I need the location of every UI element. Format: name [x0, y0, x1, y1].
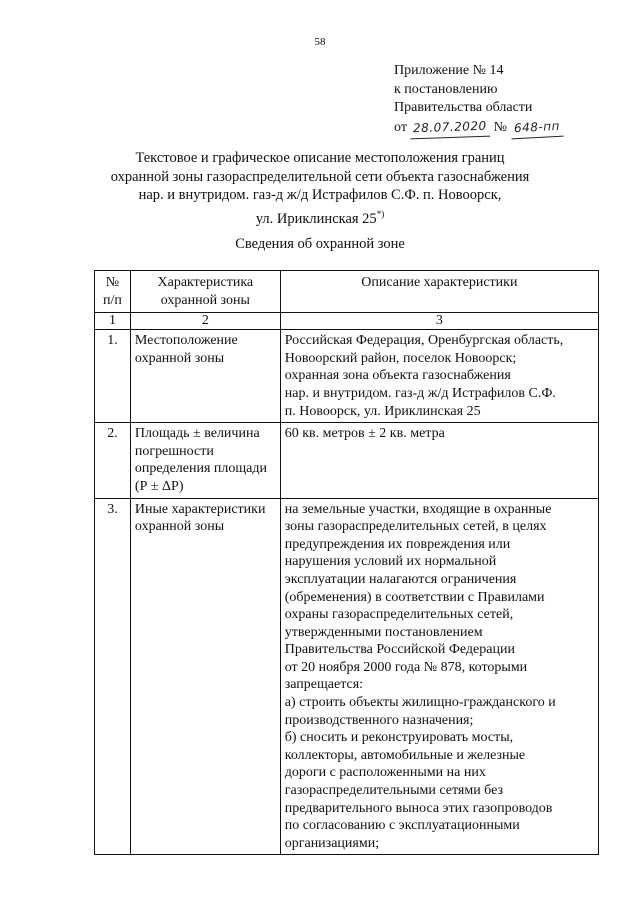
desc-line: охранная зона объекта газоснабжения: [284, 368, 511, 384]
header-number: № п/п: [95, 271, 131, 313]
row-characteristic: Иные характеристики охранной зоны: [130, 498, 280, 855]
zone-info-table: [94, 270, 599, 855]
footnote-mark: *): [376, 208, 385, 219]
page-number: 58: [314, 36, 326, 48]
desc-line: а) строить объекты жилищно-гражданского и: [284, 695, 556, 711]
desc-line: п. Новоорск, ул. Ириклинская 25: [284, 403, 481, 419]
table-row: [95, 330, 599, 423]
column-number-1: 1: [95, 313, 131, 330]
title-line-1: Текстовое и графическое описание местоположения границ: [135, 150, 505, 166]
desc-line: на земельные участки, входящие в охранные: [284, 501, 552, 517]
desc-line: по согласованию с эксплуатационными: [284, 818, 520, 834]
desc-line: газораспределительными сетями без: [284, 783, 504, 799]
desc-line: производственного назначения;: [284, 712, 474, 728]
appendix-header: [394, 62, 634, 137]
table-column-number-row: [95, 313, 599, 330]
row-number: 2.: [95, 423, 131, 498]
handwritten-number: 648-пп: [510, 116, 563, 138]
header-description: Описание характеристики: [280, 271, 598, 313]
desc-line: эксплуатации налагаются ограничения: [284, 571, 517, 587]
appendix-line-3: Правительства области: [394, 100, 533, 115]
table-row: [95, 498, 599, 855]
column-number-3: 3: [280, 313, 598, 330]
desc-line: зоны газораспределительных сетей, в целях: [284, 519, 547, 535]
desc-line: охраны газораспределительных сетей,: [284, 607, 514, 623]
desc-line: (обременения) в соответствии с Правилами: [284, 589, 545, 605]
row-description: [280, 330, 598, 423]
title-line-2: охранной зоны газораспределительной сети объекта газоснабжения: [110, 168, 530, 185]
section-subtitle: Сведения об охранной зоне: [235, 236, 405, 252]
row-characteristic: Местоположение охранной зоны: [130, 330, 280, 423]
row-description: [280, 423, 598, 498]
desc-line: организациями;: [284, 835, 380, 851]
title-line-3: нар. и внутридом. газ-д ж/д Истрафилов С.Ф. п. Новоорск,: [138, 187, 502, 203]
column-number-2: 2: [130, 313, 280, 330]
desc-line: предупреждения их повреждения или: [284, 536, 511, 552]
number-label: №: [493, 119, 508, 135]
table-row: [95, 423, 599, 498]
desc-line: нар. и внутридом. газ-д ж/д Истрафилов С.Ф.: [284, 385, 556, 401]
from-label: от: [394, 119, 407, 135]
title-line-4: ул. Ириклинская 25: [255, 210, 377, 227]
row-number: 3.: [95, 498, 131, 855]
row-characteristic: Площадь ± величина погрешности определения площади (Р ± ΔР): [130, 423, 280, 498]
appendix-date-row: [394, 118, 634, 138]
desc-line: от 20 ноября 2000 года № 878, которыми: [284, 659, 528, 675]
row-number: 1.: [95, 330, 131, 423]
title-line-4-wrap: [0, 205, 640, 228]
desc-line: коллекторы, автомобильные и железные: [284, 747, 526, 763]
desc-line: нарушения условий их нормальной: [284, 554, 497, 570]
appendix-line-2: к постановлению: [394, 81, 498, 97]
desc-line: Российская Федерация, Оренбургская область,: [284, 333, 564, 349]
desc-line: предварительного выноса этих газопроводов: [284, 800, 553, 816]
desc-line: Новоорский район, поселок Новоорск;: [284, 350, 517, 366]
desc-line: Правительства Российской Федерации: [284, 642, 515, 658]
desc-line: 60 кв. метров ± 2 кв. метра: [284, 426, 445, 442]
row-description: [280, 498, 598, 855]
desc-line: дороги с расположенными на них: [284, 765, 486, 781]
table-header-row: [95, 271, 599, 313]
header-characteristic: Характеристика охранной зоны: [130, 271, 280, 313]
handwritten-date: 28.07.2020: [410, 116, 490, 138]
desc-line: утвержденными постановлением: [284, 624, 483, 640]
desc-line: б) сносить и реконструировать мосты,: [284, 730, 514, 746]
document-title: [0, 149, 640, 228]
desc-line: запрещается:: [284, 677, 364, 693]
appendix-line-1: Приложение № 14: [394, 63, 504, 78]
